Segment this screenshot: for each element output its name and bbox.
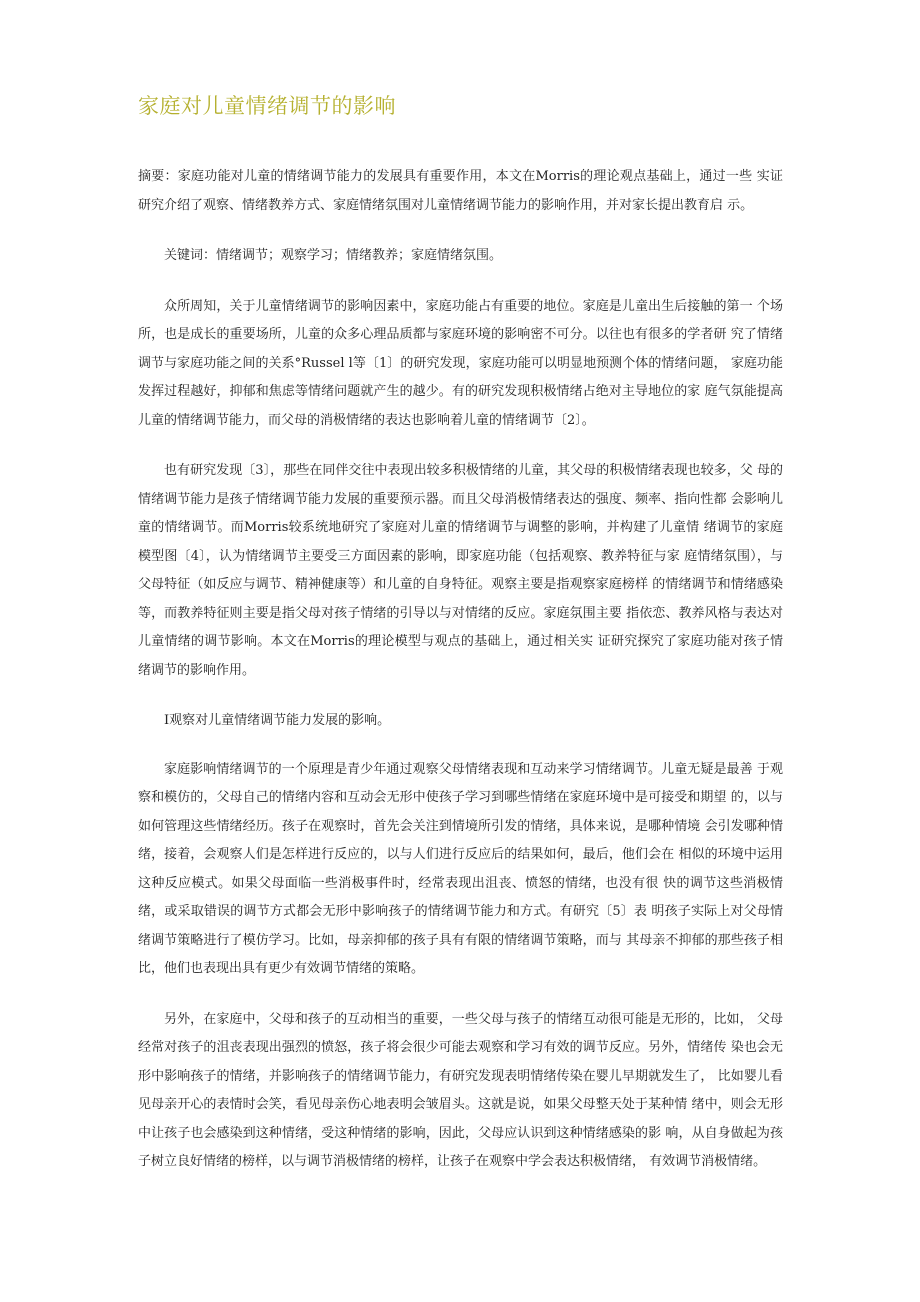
body-paragraph-2: 也有研究发现〔3〕，那些在同伴交往中表现出较多积极情绪的儿童，其父母的积极情绪表现也较多，父 母的情绪调节能力是孩子情绪调节能力发展的重要预示器。而且父母消极情绪表达的强度、频率、指向性都 会影响儿童的情绪调节。而Morris较系统地研究了家庭对儿童的情绪调节与调整的影响，并构建了儿童情 绪调节的家庭模型图〔4〕，认为情绪调节主要受三方面因素的影响，即家庭功能（包括观察、教养特征与家 庭情绪氛围），与父母特征（如反应与调节、精神健康等）和儿童的自身特征。观察主要是指观察家庭榜样 的情绪调节和情绪感染等，而教养特征则主要是指父母对孩子情绪的引导以与对情绪的反应。家庭氛围主要 指依恋、教养风格与表达对儿童情绪的调节影响。本文在Morris的理论模型与观点的基础上，通过相关实 证研究探究了家庭功能对孩子情绪调节的影响作用。 bbox=[138, 463, 783, 678]
body-paragraph-1: 众所周知，关于儿童情绪调节的影响因素中，家庭功能占有重要的地位。家庭是儿童出生后接触的第一 个场所，也是成长的重要场所，儿童的众多心理品质都与家庭环境的影响密不可分。以往也有很多的学者研 究了情绪调节与家庭功能之间的关系°Russel l等〔1〕的研究发现，家庭功能可以明显地预测个体的情绪问题， 家庭功能发挥过程越好，抑郁和焦虑等情绪问题就产生的越少。有的研究发现积极情绪占绝对主导地位的家 庭气氛能提高儿童的情绪调节能力，而父母的消极情绪的表达也影响着儿童的情绪调节〔2〕。 bbox=[138, 298, 783, 428]
document-body bbox=[138, 163, 783, 1199]
section-heading-observation: I观察对儿童情绪调节能力发展的影响。 bbox=[164, 713, 391, 728]
document-title: 家庭对儿童情绪调节的影响 bbox=[138, 94, 396, 118]
body-paragraph-4: 另外，在家庭中，父母和孩子的互动相当的重要，一些父母与孩子的情绪互动很可能是无形的，比如， 父母经常对孩子的沮丧表现出强烈的愤怒，孩子将会很少可能去观察和学习有效的调节反应。另外，情绪传 染也会无形中影响孩子的情绪，并影响孩子的情绪调节能力，有研究发现表明情绪传染在婴儿早期就发生了， 比如婴儿看见母亲开心的表情时会笑，看见母亲伤心地表明会皱眉头。这就是说，如果父母整天处于某种情 绪中，则会无形中让孩子也会感染到这种情绪，受这种情绪的影响，因此，父母应认识到这种情绪感染的影 响，从自身做起为孩子树立良好情绪的榜样，以与调节消极情绪的榜样，让孩子在观察中学会表达积极情绪， 有效调节消极情绪。 bbox=[138, 1011, 783, 1169]
body-paragraph-3: 家庭影响情绪调节的一个原理是青少年通过观察父母情绪表现和互动来学习情绪调节。儿童无疑是最善 于观察和模仿的，父母自己的情绪内容和互动会无形中使孩子学习到哪些情绪在家庭环境中是可接受和期望 的，以与如何管理这些情绪经历。孩子在观察时，首先会关注到情境所引发的情绪，具体来说，是哪种情境 会引发哪种情绪，接着，会观察人们是怎样进行反应的，以与人们进行反应后的结果如何，最后，他们会在 相似的环境中运用这种反应模式。如果父母面临一些消极事件时，经常表现出沮丧、愤怒的情绪，也没有很 快的调节这些消极情绪，或采取错误的调节方式都会无形中影响孩子的情绪调节能力和方式。有研究〔5〕表 明孩子实际上对父母情绪调节策略进行了模仿学习。比如，母亲抑郁的孩子具有有限的情绪调节策略，而与 其母亲不抑郁的那些孩子相比，他们也表现出具有更少有效调节情绪的策略。 bbox=[138, 761, 783, 976]
keywords-paragraph: 关键词：情绪调节；观察学习；情绪教养；家庭情绪氛围。 bbox=[164, 248, 503, 263]
abstract-paragraph: 摘要：家庭功能对儿童的情绪调节能力的发展具有重要作用，本文在Morris的理论观点基础上，通过一些 实证研究介绍了观察、情绪教养方式、家庭情绪氛围对儿童情绪调节能力的影响作用，并对家长提出教育启 示。 bbox=[138, 169, 783, 213]
